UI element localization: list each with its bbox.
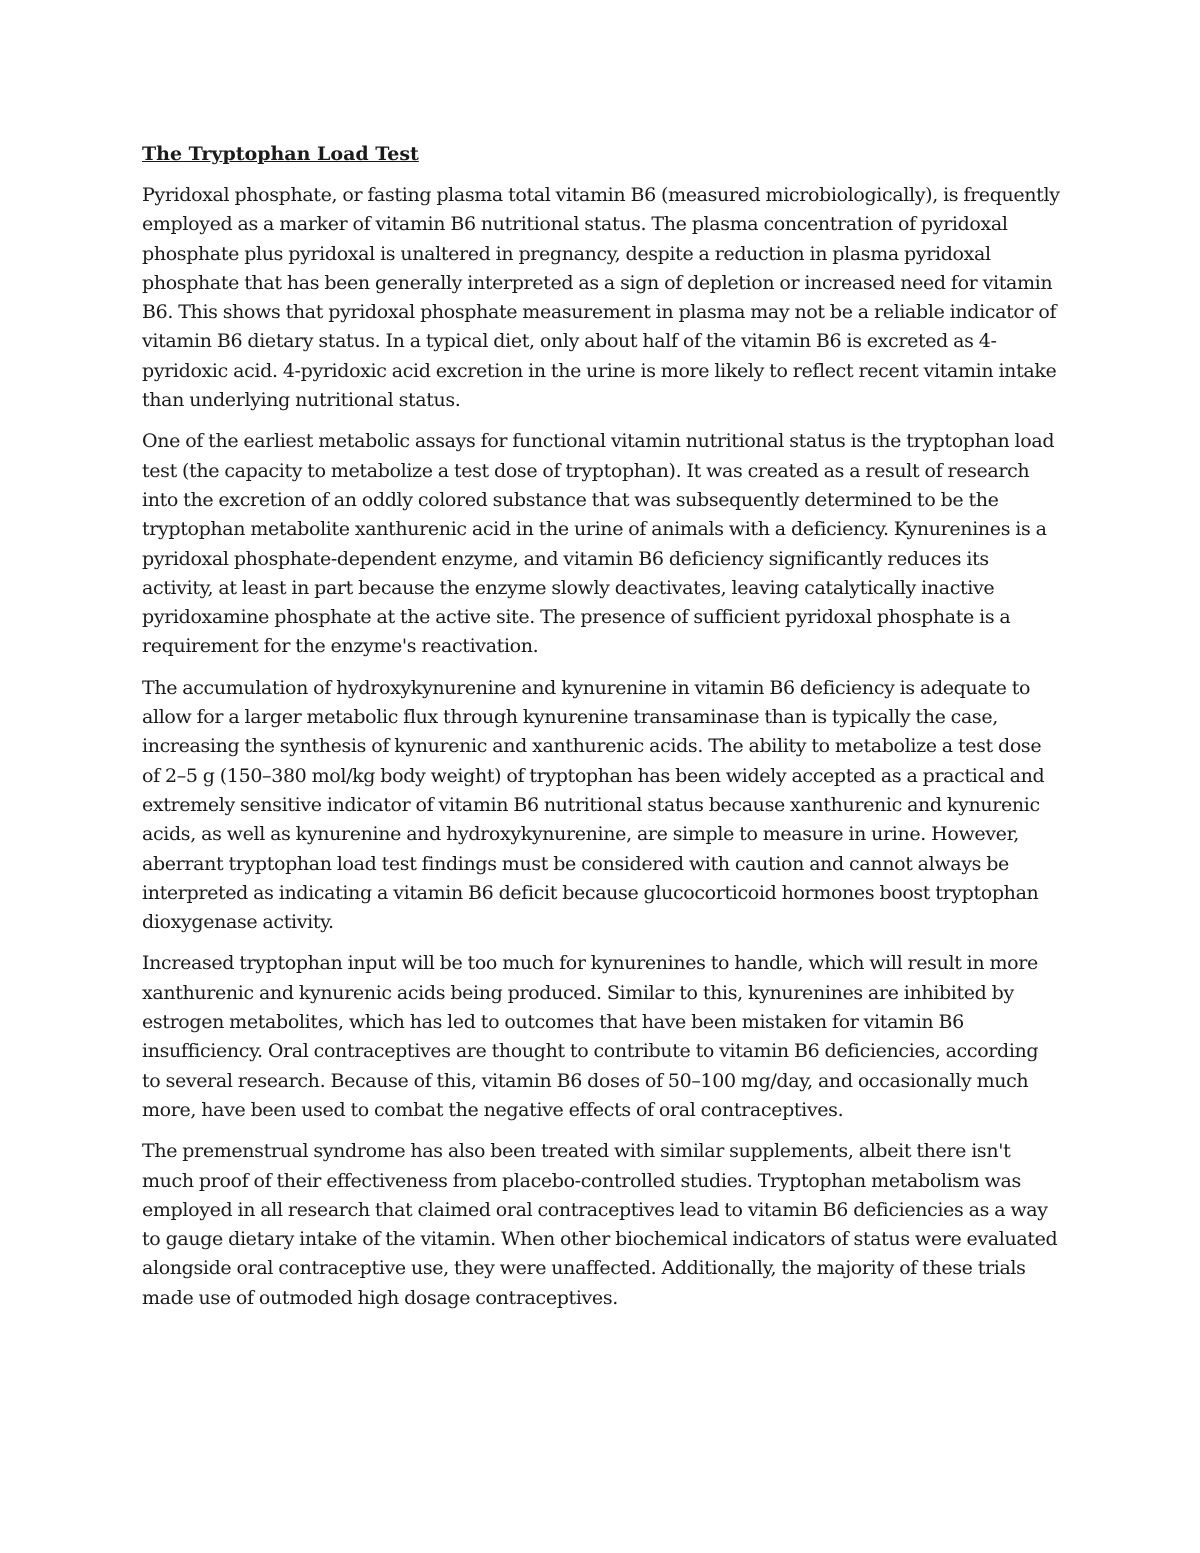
paragraph-2: One of the earliest metabolic assays for functional vitamin nutritional status is the tryptophan load test (the capacity to metabolize a test dose of tryptophan). It was created as a result of research into the excretion of an oddly colored substance that was subsequently determined to be the tryptophan metabolite xanthurenic acid in the urine of animals with a deficiency. Kynurenines is a pyridoxal phosphate-dependent enzyme, and vitamin B6 deficiency significantly reduces its activity, at least in part because the enzyme slowly deactivates, leaving catalytically inactive pyridoxamine phosphate at the active site. The presence of sufficient pyridoxal phosphate is a requirement for the enzyme's reactivation. — [142, 430, 1055, 658]
document-body — [142, 140, 1060, 1325]
paragraph-5: The premenstrual syndrome has also been treated with similar supplements, albeit there isn't much proof of their effectiveness from placebo-controlled studies. Tryptophan metabolism was employed in all research that claimed oral contraceptives lead to vitamin B6 deficiencies as a way to gauge dietary intake of the vitamin. When other biochemical indicators of status were evaluated alongside oral contraceptive use, they were unaffected. Additionally, the majority of these trials made use of outmoded high dosage contraceptives. — [142, 1140, 1058, 1309]
paragraph-4: Increased tryptophan input will be too much for kynurenines to handle, which will result in more xanthurenic and kynurenic acids being produced. Similar to this, kynurenines are inhibited by estrogen metabolites, which has led to outcomes that have been mistaken for vitamin B6 insufficiency. Oral contraceptives are thought to contribute to vitamin B6 deficiencies, according to several research. Because of this, vitamin B6 doses of 50–100 mg/day, and occasionally much more, have been used to combat the negative effects of oral contraceptives. — [142, 952, 1039, 1121]
paragraph-1: Pyridoxal phosphate, or fasting plasma total vitamin B6 (measured microbiologically), is frequently employed as a marker of vitamin B6 nutritional status. The plasma concentration of pyridoxal phosphate plus pyridoxal is unaltered in pregnancy, despite a reduction in plasma pyridoxal phosphate that has been generally interpreted as a sign of depletion or increased need for vitamin B6. This shows that pyridoxal phosphate measurement in plasma may not be a reliable indicator of vitamin B6 dietary status. In a typical diet, only about half of the vitamin B6 is excreted as 4-pyridoxic acid. 4-pyridoxic acid excretion in the urine is more likely to reflect recent vitamin intake than underlying nutritional status. — [142, 184, 1060, 412]
paragraph-3: The accumulation of hydroxykynurenine and kynurenine in vitamin B6 deficiency is adequate to allow for a larger metabolic flux through kynurenine transaminase than is typically the case, increasing the synthesis of kynurenic and xanthurenic acids. The ability to metabolize a test dose of 2–5 g (150–380 mol/kg body weight) of tryptophan has been widely accepted as a practical and extremely sensitive indicator of vitamin B6 nutritional status because xanthurenic and kynurenic acids, as well as kynurenine and hydroxykynurenine, are simple to measure in urine. However, aberrant tryptophan load test findings must be considered with caution and cannot always be interpreted as indicating a vitamin B6 deficit because glucocorticoid hormones boost tryptophan dioxygenase activity. — [142, 676, 1045, 934]
document-title: The Tryptophan Load Test — [142, 143, 419, 165]
